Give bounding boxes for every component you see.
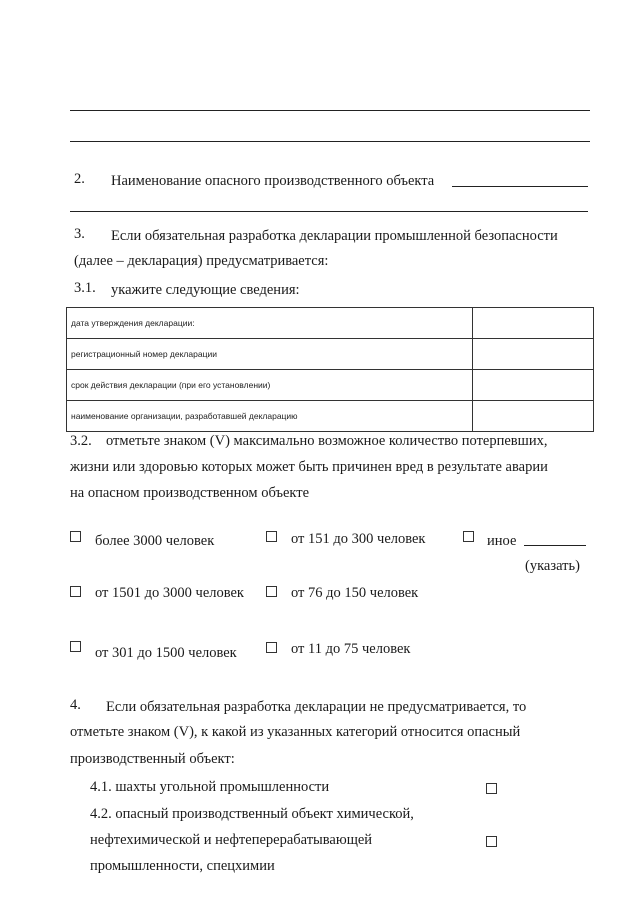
table-row	[67, 401, 594, 432]
registration-number-label: регистрационный номер декларации	[67, 339, 473, 370]
category-4-2-line-2: нефтехимической и нефтеперерабатывающей	[90, 832, 373, 848]
category-4-1-label: 4.1. шахты угольной промышленности	[90, 779, 330, 795]
section-3-1-number: 3.1.	[74, 280, 96, 296]
checkbox-151-300[interactable]	[266, 531, 277, 542]
section-3-2-number: 3.2.	[70, 433, 92, 449]
section-3-number: 3.	[74, 226, 85, 242]
section-4-line-2: отметьте знаком (V), к какой из указанных категорий относится опасный	[70, 724, 521, 740]
checkbox-other[interactable]	[463, 531, 474, 542]
checkbox-over-3000[interactable]	[70, 531, 81, 542]
declaration-date-label: дата утверждения декларации:	[67, 308, 473, 339]
option-151-300-label: от 151 до 300 человек	[291, 531, 426, 547]
object-name-field[interactable]	[452, 186, 588, 187]
category-4-2-line-3: промышленности, спецхимии	[90, 858, 275, 874]
option-other-label: иное	[487, 533, 517, 549]
section-3-2-line-2: жизни или здоровью которых может быть причинен вред в результате аварии	[70, 459, 548, 475]
section-4-line-1: Если обязательная разработка декларации не предусматривается, то	[106, 699, 527, 715]
checkbox-1501-3000[interactable]	[70, 586, 81, 597]
blank-line-2[interactable]	[70, 141, 590, 142]
object-name-field-line-2[interactable]	[70, 211, 588, 212]
table-row	[67, 308, 594, 339]
registration-number-field[interactable]	[473, 339, 594, 370]
blank-line-1[interactable]	[70, 110, 590, 111]
other-specify-field[interactable]	[524, 545, 586, 546]
declaration-date-field[interactable]	[473, 308, 594, 339]
checkbox-301-1500[interactable]	[70, 641, 81, 652]
section-3-1-label: укажите следующие сведения:	[111, 282, 300, 298]
table-row	[67, 370, 594, 401]
section-4-line-3: производственный объект:	[70, 751, 235, 767]
section-3-line-1: Если обязательная разработка декларации промышленной безопасности	[111, 228, 558, 244]
developer-organization-field[interactable]	[473, 401, 594, 432]
developer-organization-label: наименование организации, разработавшей декларацию	[67, 401, 473, 432]
section-3-2-line-1: отметьте знаком (V) максимально возможное количество потерпевших,	[106, 433, 548, 449]
section-2-number: 2.	[74, 171, 85, 187]
section-2-label: Наименование опасного производственного объекта	[111, 173, 435, 189]
specify-hint: (указать)	[525, 558, 580, 574]
option-over-3000-label: более 3000 человек	[95, 533, 215, 549]
option-76-150-label: от 76 до 150 человек	[291, 585, 419, 601]
section-3-2-line-3: на опасном производственном объекте	[70, 485, 310, 501]
checkbox-coal-mines[interactable]	[486, 783, 497, 794]
validity-period-field[interactable]	[473, 370, 594, 401]
checkbox-11-75[interactable]	[266, 642, 277, 653]
declaration-table	[66, 307, 594, 432]
checkbox-chemical-industry[interactable]	[486, 836, 497, 847]
option-11-75-label: от 11 до 75 человек	[291, 641, 411, 657]
category-4-2-line-1: 4.2. опасный производственный объект химической,	[90, 806, 414, 822]
checkbox-76-150[interactable]	[266, 586, 277, 597]
validity-period-label: срок действия декларации (при его установлении)	[67, 370, 473, 401]
option-301-1500-label: от 301 до 1500 человек	[95, 645, 237, 661]
option-1501-3000-label: от 1501 до 3000 человек	[95, 585, 244, 601]
section-4-number: 4.	[70, 697, 81, 713]
section-3-line-2: (далее – декларация) предусматривается:	[74, 253, 329, 269]
table-row	[67, 339, 594, 370]
